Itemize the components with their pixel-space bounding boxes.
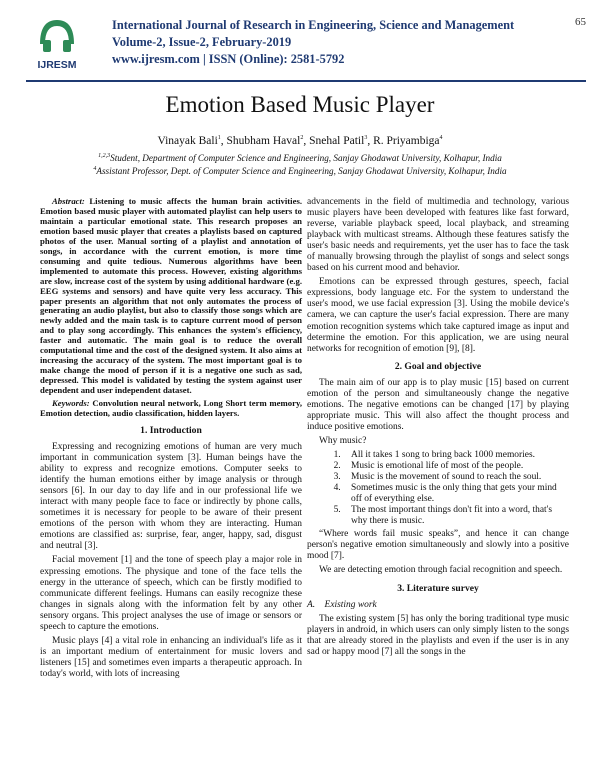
abstract: Abstract: Listening to music affects the human brain activities. Emotion based music player with automated playlist can help users to maintain a particular emotional state. This research proposes an emotion based music player that creates a playlists based on captured photos of the user. Manual sorting of a playlist and annotation of songs, in accordance with the current emotion, is more time consuming and quite tedious. Numerous algorithms have been implemented to automate this process. However, existing algorithms are slow, increase cost of the system by using additional hardware (e.g. EEG systems and sensors) and have quite very less accuracy. This paper presents an algorithm that not only automates the process of generating an audio playlist, but also to classify those songs which are newly added and the main task is to capture current mood of person and to play song accordingly. This enhances the system's efficiency, faster and automatic. The main goal is to reduce the overall computational time and the cost of the designed system. It also aims at increasing the accuracy of the system. The most important goal is to make change the mood of person if it is a negative one such as sad, depressed. This model is validated by testing the system against user dependent and user independent dataset. xyxy=(40,196,303,396)
keywords: Keywords: Convolution neural network, Long Short term memory, Emotion detection, audio classification, hidden layers. xyxy=(40,398,302,419)
section-heading-literature: 3. Literature survey xyxy=(397,582,479,594)
svg-text:IJRESM: IJRESM xyxy=(37,59,77,71)
journal-volume: Volume-2, Issue-2, February-2019 xyxy=(112,35,292,49)
why-music-label: Why music? xyxy=(319,435,367,446)
journal-info xyxy=(112,17,514,68)
paragraph: Facial movement [1] and the tone of speech play a major role in expressing emotions. The physique and tone of the face tells the energy in the utterance of speech, which can be firstly modified to communicate different feelings. Humans can easily recognize these changes in signals along with the information felt by any other sensory organs. This project analyses the use of image or sensors or speech to capture the emotions. xyxy=(40,555,302,632)
ijresm-logo xyxy=(26,14,88,72)
author-list: Vinayak Bali$^1$, Shubham Haval$^2$, Snehal Patil$^3$, R. Priyambiga$^4$ xyxy=(157,135,443,147)
paragraph: Music plays [4] a vital role in enhancing an individual's life as it is an important medium of entertainment for music lovers and listeners [15] and sometimes even imparts a therapeutic approach. In today's world, with lots of increasing xyxy=(40,635,302,679)
right-column xyxy=(307,197,569,661)
list-item: 1. All it takes 1 song to bring back 1000 memories. xyxy=(343,450,569,461)
list-item: 3. Music is the movement of sound to reach the soul. xyxy=(343,472,569,483)
paragraph: advancements in the field of multimedia and technology, various music players have been developed with features like fast forward, reverse, variable playback speed, local playback, and streaming playback with multicast streams. Although these features satisfy the user's basic needs and requirements, yet the user has to face the task of manually browsing through the playlist of songs and select songs based on his current mood and behavior. xyxy=(307,197,569,274)
list-item: 2. Music is emotional life of most of the people. xyxy=(343,461,569,472)
paragraph: Emotions can be expressed through gestures, speech, facial expressions, body language etc. For the system to understand the user's mood, we use facial expression [3]. Using the mobile device's camera, we can capture the user's facial expression. There are many emotion recognition systems which take captured image as input and determine the emotion. For this application, we are using neural networks for recognition of emotion [9], [8]. xyxy=(307,277,569,354)
section-heading-goal: 2. Goal and objective xyxy=(394,360,482,372)
affiliation-students: $^{1,2,3}$Student, Department of Computer Science and Engineering, Sanjay Ghodawat University, Kolhapur, India xyxy=(98,152,502,163)
section-heading-introduction: 1. Introduction xyxy=(140,424,202,436)
author-name: Vinayak Bali xyxy=(157,135,218,147)
paragraph: The existing system [5] has only the boring traditional type music players in android, in which users can only simply listen to the songs that are already stored in the playlists and even if the user is in any sad or happy mood [7] all the songs in the xyxy=(307,613,569,657)
page-number: 65 xyxy=(575,16,586,28)
author-name: Shubham Haval xyxy=(226,135,301,147)
paragraph: The main aim of our app is to play music [15] based on current emotion of the person and simultaneously change the negative emotions. The negative emotions can be changed [17] by playing appropriate music. This will also affect the thought process and induce positive emotions. xyxy=(307,377,569,432)
author-name: Snehal Patil xyxy=(309,135,365,147)
list-item: 4. Sometimes music is the only thing that gets your mind off of everything else. xyxy=(343,483,569,505)
paragraph: Expressing and recognizing emotions of human are very much important in communication system [3]. Human beings have the ability to express and recognize emotions. Computer seeks to identify the human emotions either by image analysis or through sensors [6]. In our day to day life and in our professional life we interact with many people face to face or indirectly by phone calls, sometimes it is necessary for people to be aware of their present emotions of the person with whom they are interacting. Human emotions are classified as: surprise, fear, anger, happy, sad, disgust and neutral [3]. xyxy=(40,442,302,552)
list-item: 5. The most important things don't fit into a word, that's why there is music. xyxy=(343,505,569,527)
reasons-list xyxy=(307,450,569,527)
paper-title: Emotion Based Music Player xyxy=(165,92,435,117)
author-name: R. Priyambiga xyxy=(373,135,440,147)
journal-site: www.ijresm.com | ISSN (Online): 2581-5792 xyxy=(112,52,345,66)
left-column xyxy=(40,197,302,683)
affiliation-professor: $^4$Assistant Professor, Dept. of Computer Science and Engineering, Sanjay Ghodawat University, Kolhapur, India xyxy=(93,165,507,176)
paragraph: “Where words fail music speaks”, and hence it can change person's negative emotion simultaneously and slowly into a positive mood [7]. xyxy=(307,529,569,562)
paragraph: We are detecting emotion through facial recognition and speech. xyxy=(319,565,563,576)
journal-header xyxy=(26,14,586,76)
header-divider xyxy=(26,80,586,82)
subsection-heading: A. Existing work xyxy=(307,599,377,610)
journal-name: International Journal of Research in Engineering, Science and Management xyxy=(112,18,515,32)
